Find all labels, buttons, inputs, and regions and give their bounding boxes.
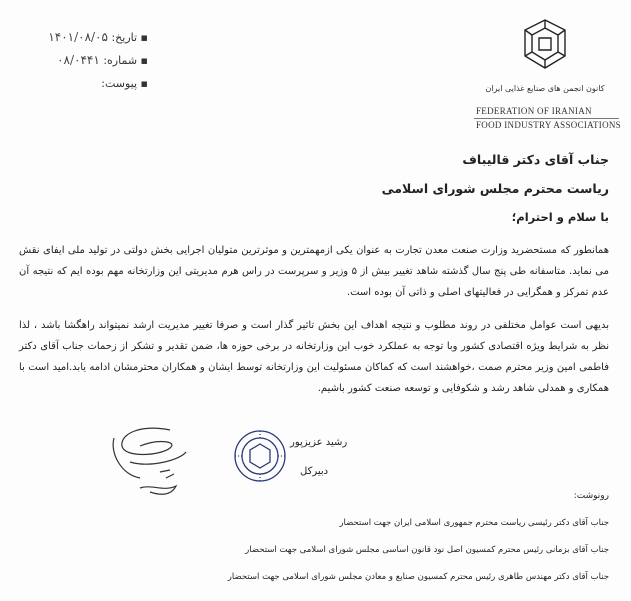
date-value: ۱۴۰۱/۰۸/۰۵ (48, 30, 108, 44)
copies-list (228, 510, 609, 591)
date-label: تاریخ: (111, 31, 138, 44)
copies-label: رونوشت: (573, 491, 609, 501)
signatory-name: رشید عزیزپور (290, 437, 348, 448)
organization-logo (470, 10, 620, 135)
body-paragraph-2: بدیهی است عوامل مختلفی در روند مطلوب و نتیجه اهداف این بخش تاثیر گذار است و صرفا تغییر مدیریت ارشد نمیتواند راهگشا باشد ، لذا نظر به شرایط ویژه اقتصادی کشور وبا توجه به عملکرد خوب این وزارتخانه در برخی حوزه ها، ضمن تقدیر و تشکر از زحمات جناب آقای دکتر فاطمی امین وزیر محترم صمت ،خواهشند است که کماکان مسئولیت این وزارتخانه توسط ایشان و همکاران محترمشان ادامه یابد.امید است با همکاری و همدلی شاهد رشد و شکوفایی و توسعه صنعت کشور باشیم. (19, 320, 609, 394)
logo-name-fa: کانون انجمن های صنایع غذایی ایران (485, 84, 605, 93)
recipient-title: ریاست محترم مجلس شورای اسلامی (381, 181, 609, 196)
copy-recipient: جناب آقای دکتر مهندس طاهری رئیس محترم کمسیون صنایع و معادن مجلس شورای اسلامی جهت استحضار (227, 572, 609, 582)
official-seal-icon (232, 428, 288, 484)
logo-name-en-line2: FOOD INDUSTRY ASSOCIATIONS (476, 120, 621, 130)
body-paragraph-1: همانطور که مستحضرید وزارت صنعت معدن تجارت به عنوان یکی ازمهمترین و موثرترین متولیان اجرایی بخش دولتی در تولید ملی ایفای نقش می نماید. متاسفانه طی پنج سال گذشته شاهد تغییر بیش از ۵ وزیر و سرپرست در راس هرم مدیریتی این وزارتخانه مهم بوده ایم که نتیجه آن عدم تمرکز و همگرایی در فعالیتهای اصلی و ذاتی آن بوده است. (19, 245, 610, 298)
logo-name-en-line1: FEDERATION OF IRANIAN (476, 106, 592, 116)
letter-meta (18, 26, 148, 95)
handwritten-signature-icon (100, 412, 210, 502)
logo-emblem-icon (515, 16, 575, 76)
copy-recipient: جناب آقای بزمانی رئیس محترم کمسیون اصل نود قانون اساسی مجلس شورای اسلامی جهت استحضار (245, 545, 609, 555)
date-row: ▪ تاریخ: ۱۴۰۱/۰۸/۰۵ (48, 30, 148, 44)
greeting: با سلام و احترام؛ (511, 210, 609, 224)
logo-divider (474, 118, 619, 119)
signatory-title: دبیرکل (300, 466, 329, 477)
attachment-label: پیوست: (101, 77, 138, 90)
recipient-name: جناب آقای دکتر قالیباف (462, 152, 609, 167)
attachment-row: ▪ پیوست: (101, 77, 148, 90)
copy-recipient: جناب آقای دکتر رئیسی ریاست محترم جمهوری اسلامی ایران جهت استحضار (339, 518, 609, 528)
number-label: شماره: (103, 54, 138, 67)
number-value: ۰۸/۰۴۴۱ (57, 53, 100, 67)
number-row: ▪ شماره: ۰۸/۰۴۴۱ (57, 53, 148, 67)
